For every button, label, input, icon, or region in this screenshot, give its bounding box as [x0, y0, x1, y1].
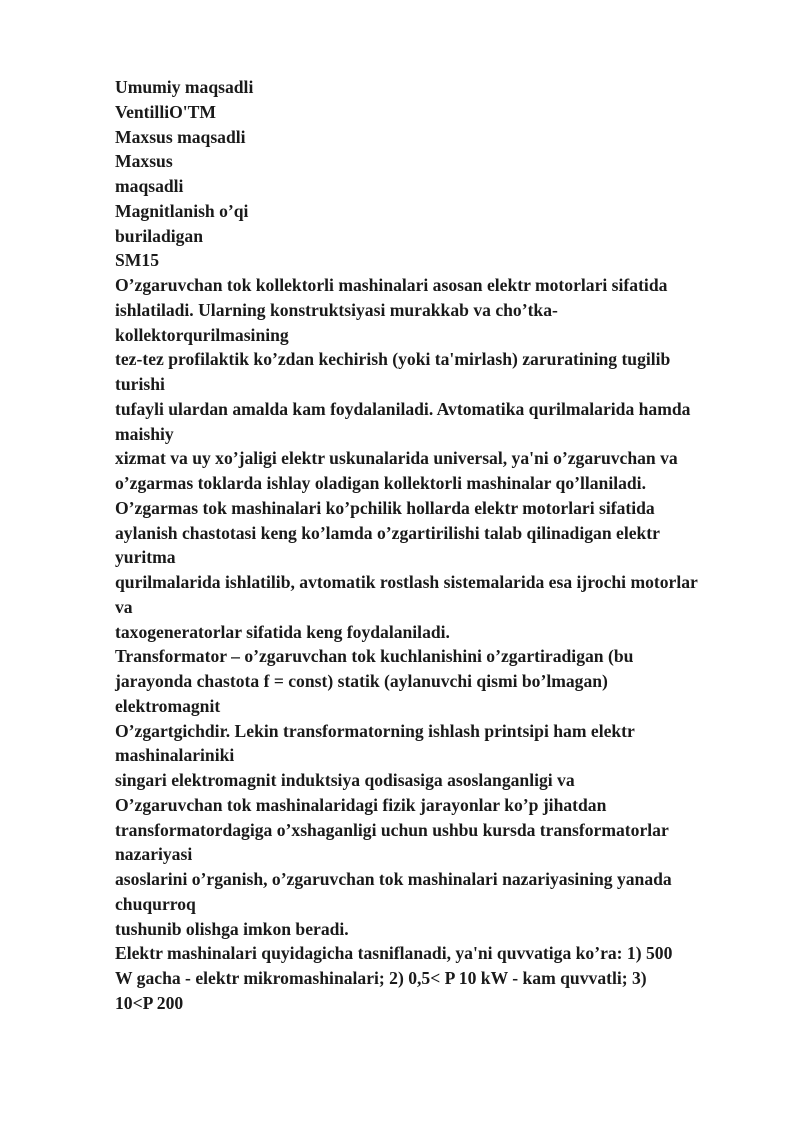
text-line: qurilmalarida ishlatilib, avtomatik rostlash sistemalarida esa ijrochi motorlar: [115, 572, 698, 592]
text-line: tez-tez profilaktik ko’zdan kechirish (yoki ta'mirlash) zaruratining tugilib: [115, 349, 671, 370]
text-line: xizmat va uy xo’jaligi elektr uskunalarida universal, ya'ni o’zgaruvchan va: [115, 448, 678, 469]
text-line: maqsadli: [115, 176, 184, 196]
text-line: taxogeneratorlar sifatida keng foydalaniladi.: [115, 621, 450, 642]
text-line: buriladigan: [115, 225, 204, 246]
text-line: Magnitlanish o’qi: [115, 200, 249, 221]
text-line: Maxsus maqsadli: [115, 126, 246, 147]
text-line: Umumiy maqsadli: [115, 77, 254, 97]
text-line: SM15: [115, 250, 159, 271]
text-line: Maxsus: [115, 151, 173, 172]
text-line: O’zgartgichdir. Lekin transformatorning ishlash printsipi ham elektr: [115, 720, 635, 741]
text-line: elektromagnit: [115, 695, 221, 716]
text-line: o’zgarmas toklarda ishlay oladigan kollektorli mashinalar qo’llaniladi.: [115, 473, 646, 493]
text-line: asoslarini o’rganish, o’zgaruvchan tok mashinalari nazariyasining yanada: [115, 869, 672, 889]
text-line: ishlatiladi. Ularning konstruktsiyasi murakkab va cho’tka-: [115, 299, 558, 320]
text-line: maishiy: [115, 423, 174, 444]
text-line: Transformator – o’zgaruvchan tok kuchlanishini o’zgartiradigan (bu: [115, 646, 634, 667]
text-line: O’zgaruvchan tok mashinalaridagi fizik jarayonlar ko’p jihatdan: [115, 794, 607, 815]
text-line: mashinalariniki: [115, 745, 235, 766]
text-line: nazariyasi: [115, 844, 193, 865]
text-line: jarayonda chastota f = const) statik (aylanuvchi qismi bo’lmagan): [115, 671, 608, 691]
text-line: chuqurroq: [115, 893, 196, 914]
text-line: W gacha - elektr mikromashinalari; 2) 0,5< P 10 kW - kam quvvatli; 3): [115, 968, 647, 988]
text-line: yuritma: [115, 547, 176, 568]
text-line: aylanish chastotasi keng ko’lamda o’zgartirilishi talab qilinadigan elektr: [115, 522, 660, 543]
text-line: turishi: [115, 374, 165, 394]
text-line: kollektorqurilmasining: [115, 324, 289, 345]
text-line: singari elektromagnit induktsiya qodisasiga asoslanganligi va: [115, 770, 575, 790]
text-line: O’zgarmas tok mashinalari ko’pchilik hollarda elektr motorlari sifatida: [115, 497, 655, 518]
text-line: 10<P 200: [115, 992, 184, 1013]
text-line: tufayli ulardan amalda kam foydalaniladi. Avtomatika qurilmalarida hamda: [115, 398, 691, 419]
text-line: O’zgaruvchan tok kollektorli mashinalari asosan elektr motorlari sifatida: [115, 275, 668, 295]
text-line: transformatordagiga o’xshaganligi uchun ushbu kursda transformatorlar: [115, 819, 669, 840]
text-line: tushunib olishga imkon beradi.: [115, 918, 349, 939]
document-body: [115, 75, 750, 1016]
text-line: Elektr mashinalari quyidagicha tasniflanadi, ya'ni quvvatiga ko’ra: 1) 500: [115, 943, 673, 964]
text-line: va: [115, 596, 133, 617]
text-line: VentilliO'TM: [115, 101, 217, 122]
